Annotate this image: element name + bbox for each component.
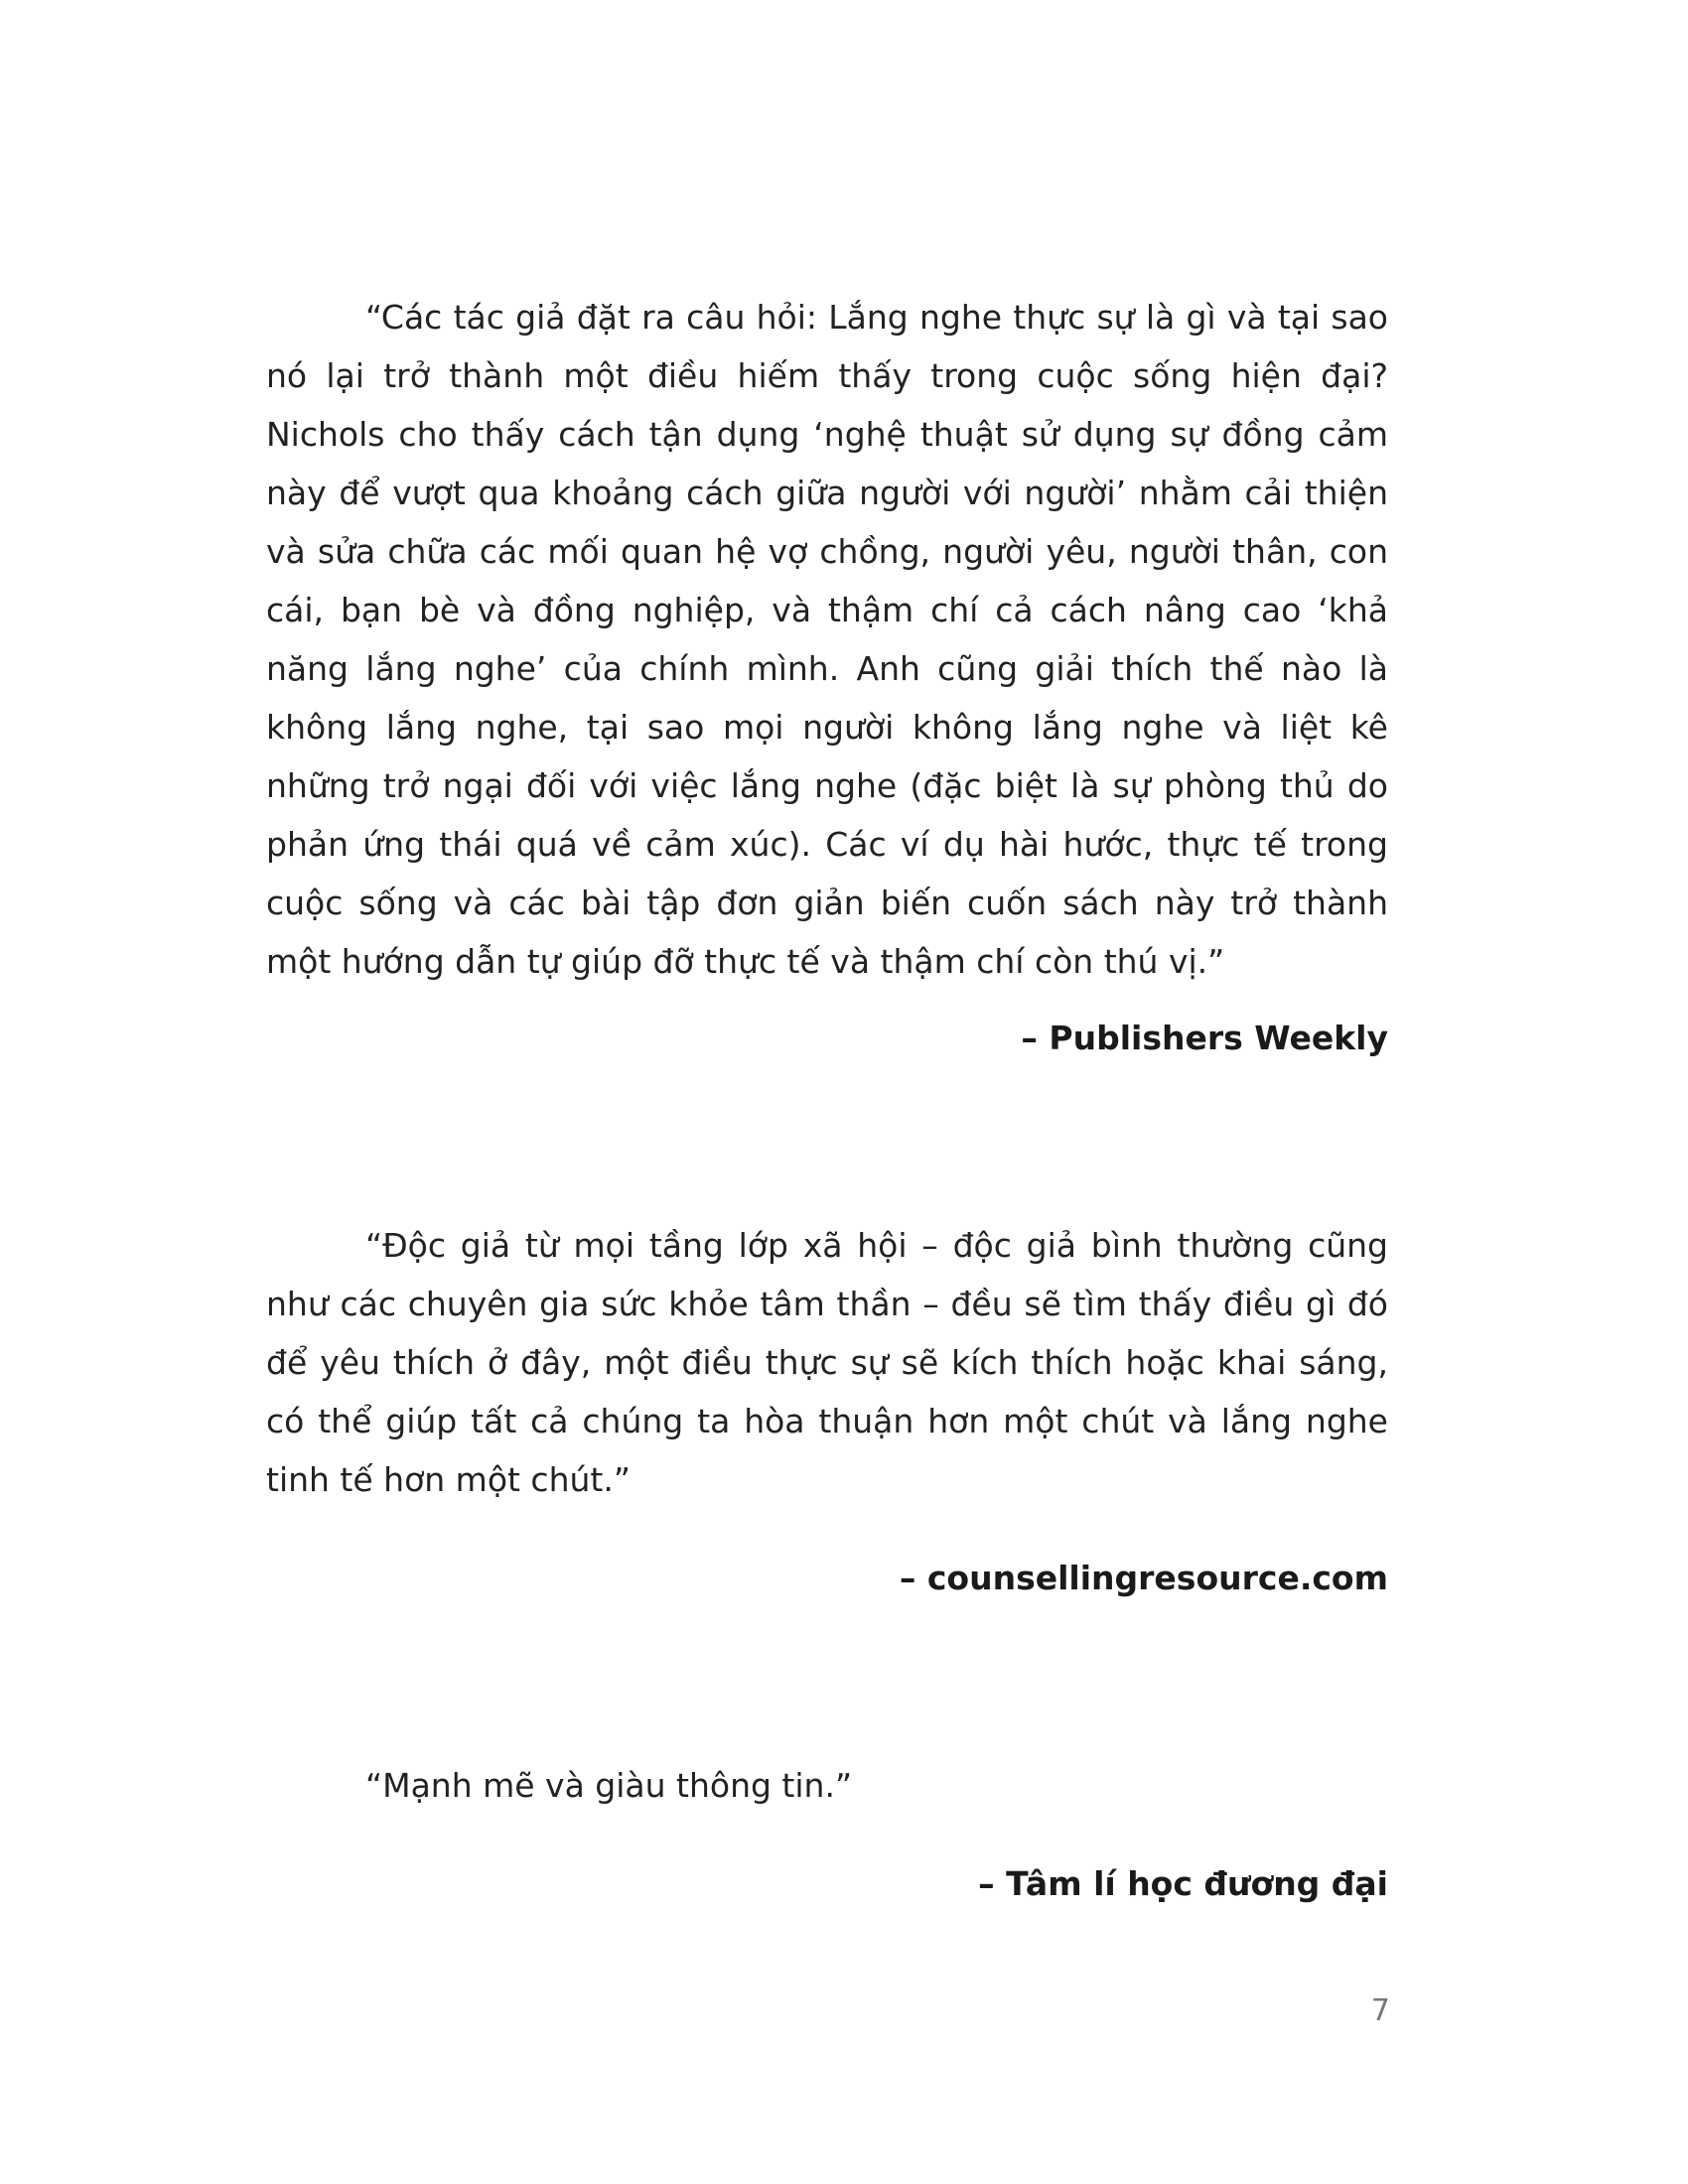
testimonial-publishers-weekly — [266, 288, 1388, 1057]
testimonial-source: – Publishers Weekly — [1021, 1019, 1388, 1057]
testimonial-quote: “Các tác giả đặt ra câu hỏi: Lắng nghe thực sự là gì và tại sao nó lại trở thành một điều hiếm thấy trong cuộc sống hiện đại? Nichols cho thấy cách tận dụng ‘nghệ thuật sử dụng sự đồng cảm này để vượt qua khoảng cách giữa người với người’ nhằm cải thiện và sửa chữa các mối quan hệ vợ chồng, người yêu, người thân, con cái, bạn bè và đồng nghiệp, và thậm chí cả cách nâng cao ‘khả năng lắng nghe’ của chính mình. Anh cũng giải thích thế nào là không lắng nghe, tại sao mọi người không lắng nghe và liệt kê những trở ngại đối với việc lắng nghe (đặc biệt là sự phòng thủ do phản ứng thái quá về cảm xúc). Các ví dụ hài hước, thực tế trong cuộc sống và các bài tập đơn giản biến cuốn sách này trở thành một hướng dẫn tự giúp đỡ thực tế và thậm chí còn thú vị.” — [266, 298, 1388, 981]
testimonial-quote: “Độc giả từ mọi tầng lớp xã hội – độc giả bình thường cũng như các chuyên gia sức khỏe tâm thần – đều sẽ tìm thấy điều gì đó để yêu thích ở đây, một điều thực sự sẽ kích thích hoặc khai sáng, có thể giúp tất cả chúng ta hòa thuận hơn một chút và lắng nghe tinh tế hơn một chút.” — [266, 1226, 1388, 1499]
testimonial-source: – counsellingresource.com — [899, 1559, 1388, 1597]
testimonial-tam-li-hoc — [266, 1756, 1388, 1903]
page-number: 7 — [1370, 1993, 1390, 2028]
page-content — [266, 288, 1388, 1903]
testimonial-quote: “Mạnh mẽ và giàu thông tin.” — [365, 1766, 853, 1805]
testimonial-source: – Tâm lí học đương đại — [978, 1864, 1388, 1903]
testimonial-counsellingresource — [266, 1216, 1388, 1597]
